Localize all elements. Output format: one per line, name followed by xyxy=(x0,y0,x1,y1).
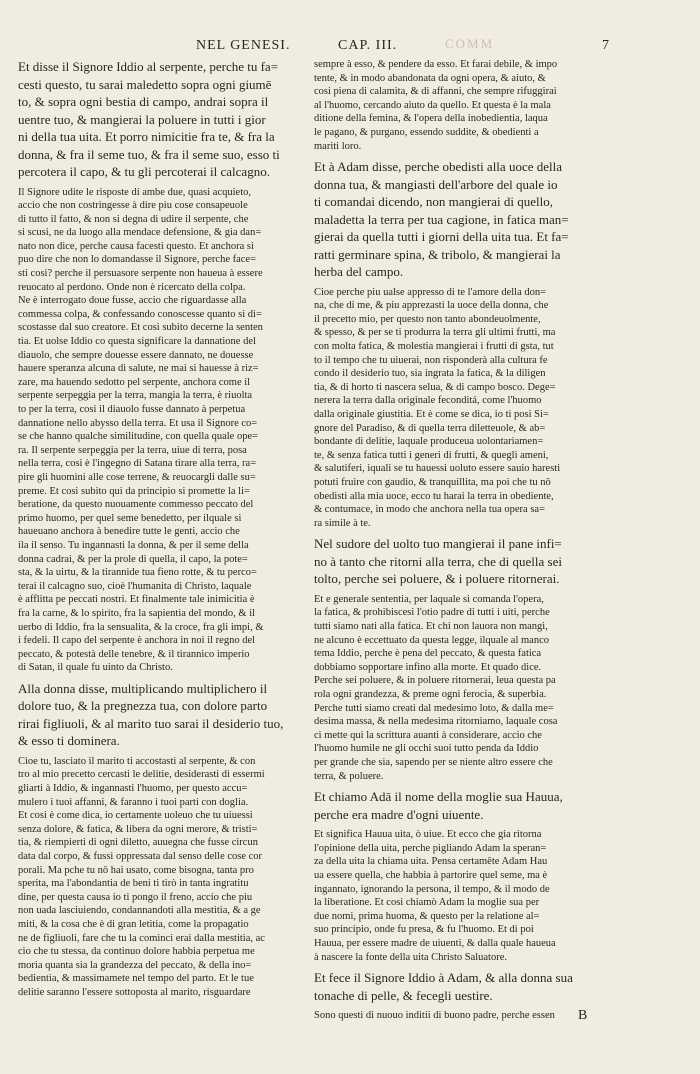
text-line: dannatione nello abysso della terra. Et usa il Signore co= xyxy=(18,417,258,429)
text-line: condo il desiderio tuo, sia ingrata la fatica, & la diligen xyxy=(314,368,546,380)
text-line: diauolo, che sempre douesse essere dannato, ne douesse xyxy=(18,349,254,361)
text-line: ne alcuno è eccettuato da questa legge, ilquale al manco xyxy=(314,634,549,646)
text-line: le pagano, & purgano, essendo suddite, & obedienti a xyxy=(314,126,539,138)
text-line: l'huomo humile ne gli occhi suoi tutto penda da Iddio xyxy=(314,743,539,755)
text-line: è afflitta pe peccati nostri. Et finalmente tale inimicitia è xyxy=(18,594,255,606)
text-line: & spesso, & per se ti produrra la terra gli ultimi frutti, ma xyxy=(314,327,556,339)
text-line: di tutto il fatto, & non si degna di udire il serpente, che xyxy=(18,213,249,225)
text-line: mariti loro. xyxy=(314,140,362,152)
text-line: Et chiamo Adā il nome della moglie sua Hauua, xyxy=(314,789,563,805)
text-line: la fatica, & prohibiscesi l'otio padre di tutti i uiti, perche xyxy=(314,607,550,619)
text-line: Nel sudore del uolto tuo mangierai il pane infi= xyxy=(314,536,562,552)
text-line: ni della tua uita. Et porro nimicitie fra te, & fra la xyxy=(18,129,275,144)
text-line: Perche sei poluere, & in poluere ritornerai, leua questa pa xyxy=(314,675,556,687)
text-line: Ne è interrogato doue fusse, accio che riguardasse alla xyxy=(18,295,247,307)
text-line: nella terra, cosi è l'ingegno di Satana tirare alla terra, ra= xyxy=(18,458,257,470)
text-line: donna tua, & mangiasti dell'arbore del quale io xyxy=(314,176,558,192)
scripture-verse xyxy=(314,535,604,588)
text-line: terai il calcagno suo, cioè l'humanita di Christo, laquale xyxy=(18,580,252,592)
text-line: se che hanno qualche similitudine, con quella quale ope= xyxy=(18,431,259,443)
text-line: primo huomo, per quel seme benedetto, per ilquale si xyxy=(18,512,242,524)
text-line: rola ogni grandezza, & preme ogni ferocia, & superbia. xyxy=(314,689,547,700)
text-line: no à tanto che ritorni alla terra, che di quella sei xyxy=(314,553,562,569)
text-line: ra simile à te. xyxy=(314,517,371,529)
scripture-verse xyxy=(18,680,308,750)
text-line: ditione della femina, & l'opera della inobedientia, laqua xyxy=(314,113,548,125)
text-line: tema Iddio, perche è pena del peccato, & questa fatica xyxy=(314,648,542,660)
text-line: dine, per questa causa io ti pongo il freno, accio che piu xyxy=(18,891,253,903)
text-line: bedientia, & massimamete nel tempo del parto. Et le tue xyxy=(18,973,254,985)
commentary-paragraph xyxy=(314,1009,604,1023)
commentary-paragraph xyxy=(314,58,604,153)
text-line: Alla donna disse, multiplicando multiplichero il xyxy=(18,680,268,696)
scripture-verse xyxy=(314,969,604,1004)
text-line: serpente serpeggia per la terra, mangia la terra, è riuolta xyxy=(18,390,253,402)
text-line: desima massa, & nella medesima ritorniamo, laquale cosa xyxy=(314,716,558,728)
text-line: potuti fruire con gaudio, & tranquillita, ma poi che tu nō xyxy=(314,476,551,488)
text-line: al l'huomo, cercando aiuto da quello. Et questa è la mala xyxy=(314,99,551,111)
scripture-verse xyxy=(314,158,604,281)
text-line: haueuano anchora à benedire tutte le genti, accio che xyxy=(18,526,240,538)
text-line: nerera la terra dalla originale feconditá, come l'huomo xyxy=(314,395,542,407)
text-line: sempre à esso, & pendere da esso. Et farai debile, & impo xyxy=(314,59,558,70)
text-line: Cioe perche piu ualse appresso di te l'amore della don= xyxy=(314,286,547,298)
text-line: Et disse il Signore Iddio al serpente, perche tu fa= xyxy=(18,59,279,74)
text-line: tia, & riempierti di ogni diletto, auuegna che fusse circun xyxy=(18,837,258,849)
text-line: à nascere la fonte della uita Christo Saluatore. xyxy=(314,951,508,963)
text-line: tolto, perche sei poluere, & i poluere ritornerai. xyxy=(314,571,560,587)
text-line: puo dire che non lo domandasse il Signore, perche face= xyxy=(18,254,257,266)
text-line: terra, & poluere. xyxy=(314,770,384,782)
text-line: gnore del Paradiso, & di quella terra diletteuole, & ab= xyxy=(314,422,546,434)
text-line: senza dolore, & fatica, & libera da ogni merore, & tristi= xyxy=(18,823,258,835)
text-line: mulero i tuoi affanni, & faranno i tuoi parti con doglia. xyxy=(18,796,249,808)
left-text-column xyxy=(18,58,308,1005)
text-line: tutti siamo nati alla fatica. Et chi non lauora non mangi, xyxy=(314,621,548,633)
text-line: Il Signore udite le risposte di ambe due, quasi acquieto, xyxy=(18,186,251,198)
text-line: l'opinione della uita, perche pigliando Adam la speran= xyxy=(314,842,547,854)
text-line: per grande che sia, sapendo per se niente altro essere che xyxy=(314,756,553,768)
text-line: donna cadrai, & per la prole di quella, il capo, la pote= xyxy=(18,553,248,565)
text-line: scostasse dal suo creatore. Et cosi subito decerne la senten xyxy=(18,322,263,334)
text-line: moria quanta sia la grandezza del peccato, & della ino= xyxy=(18,959,252,971)
text-line: di Satan, il quale fu uinto da Christo. xyxy=(18,662,173,674)
text-line: Hauua, per essere madre de uiuenti, & dalla quale haueua xyxy=(314,937,556,949)
text-line: suo principio, onde fu presa, & fu l'huomo. Et di poi xyxy=(314,924,534,936)
text-line: cesti questo, tu sarai maledetto sopra ogni giumē xyxy=(18,76,272,92)
text-line: nato non dice, perche causa facesti questo. Et anchora si xyxy=(18,240,254,252)
text-line: preme. Et cosi subito qui da principio si promette la li= xyxy=(18,485,250,497)
text-line: Et à Adam disse, perche obedisti alla uoce della xyxy=(314,159,562,175)
text-line: & esso ti dominera. xyxy=(18,733,120,749)
commentary-paragraph xyxy=(18,755,308,1000)
text-line: percotera il capo, & tu gli percoterai il calcagno. xyxy=(18,164,270,179)
text-line: sti cosi? perche il persuasore serpente non haueua à essere xyxy=(18,268,263,280)
text-line: ua essere quella, che habbia à partorire quel seme, ma è xyxy=(314,869,548,881)
text-line: donna, & fra il seme tuo, & fra il seme suo, esso ti xyxy=(18,146,280,162)
text-line: sperita, ma l'abondantia de beni ti tirò in tanta ingratitu xyxy=(18,878,249,890)
text-line: tia. Et uolse Iddio co questa significare la dannatione del xyxy=(18,336,256,348)
text-line: porali. Ma pche tu nō hai usato, come bisogna, tanta pro xyxy=(18,864,254,876)
text-line: to il tempo che tu uiuerai, non risponderà alla cultura fe xyxy=(314,354,548,366)
text-line: te, & senza fatica tutti i generi di frutti, & quegli ameni, xyxy=(314,449,549,461)
right-text-column xyxy=(314,58,604,1028)
running-header xyxy=(18,38,682,56)
text-line: Sono questi di nuouo inditii di buono padre, perche essen xyxy=(314,1010,555,1022)
text-line: delitie saranno l'essere sottoposta al marito, risguardare xyxy=(18,986,251,998)
text-line: i fedeli. Il capo del serpente è anchora in noi il regno del xyxy=(18,635,256,647)
chapter-label: CAP. III. xyxy=(338,38,398,53)
text-line: na, che di me, & piu apprezasti la uoce della donna, che xyxy=(314,300,549,312)
text-line: Et fece il Signore Iddio à Adam, & alla donna sua xyxy=(314,970,573,986)
text-line: dobbiamo sopportare infino alla morte. Et quado dice. xyxy=(314,661,542,673)
text-line: ratti germinare spina, & tribolo, & mangierai la xyxy=(314,246,561,262)
scripture-verse xyxy=(18,58,308,181)
folio-number: 7 xyxy=(602,38,610,53)
text-line: beratione, da questo nuouamente commesso peccato del xyxy=(18,499,254,511)
text-line: gliarti à Iddio, & ingannasti l'huomo, per questo accu= xyxy=(18,783,248,795)
text-line: zare, ma hauendo sedotto pel serpente, anchora come il xyxy=(18,376,251,388)
text-line: non uada lasciuiendo, condannandoti alla mestitia, & a ge xyxy=(18,905,261,917)
commentary-paragraph xyxy=(18,186,308,675)
text-line: due nomi, prima huoma, & questo per la relatione al= xyxy=(314,910,540,922)
text-line: rirai figliuoli, & al marito tuo sarai il desiderio tuo, xyxy=(18,715,284,731)
text-line: cosi piena di calamita, & di affanni, che sempre rifuggirai xyxy=(314,86,557,98)
text-line: Et significa Hauua uita, ò uiue. Et ecco che gia ritorna xyxy=(314,829,542,841)
text-line: tro al mio precetto cercasti le delitie, desiderasti di essermi xyxy=(18,769,265,781)
text-line: gierai da quella tutti i giorni della uita tua. Et fa= xyxy=(314,229,569,245)
commentary-paragraph xyxy=(314,593,604,783)
text-line: to, & sopra ogni bestia di campo, andrai sopra il xyxy=(18,94,269,109)
text-line: ingannato, ignorando la persona, il tempo, & il modo de xyxy=(314,883,550,895)
text-line: hauere speranza alcuna di salute, ne mai si hauesse à riz= xyxy=(18,363,259,375)
commentary-paragraph xyxy=(314,286,604,531)
text-line: tia, & di horto ti nascera selua, & di campo bosco. Dege= xyxy=(314,381,556,393)
text-line: uerbo di Iddio, fra la sensualita, & la croce, fra gli impi, & xyxy=(18,621,264,633)
text-line: cio che tu stessa, da continuo dolore habbia perpetua me xyxy=(18,946,255,958)
text-line: fra la carne, & lo spirito, fra la sapientia del mondo, & il xyxy=(18,607,256,619)
text-line: ila il senso. Tu ingannasti la donna, & per il seme della xyxy=(18,539,249,551)
signature-mark: B xyxy=(578,1008,588,1023)
text-line: maladetta la terra per tua cagione, in fatica man= xyxy=(314,211,569,227)
text-line: accio che non costringesse à dire piu cose consapeuole xyxy=(18,200,248,212)
text-line: Et e generale sententia, per laquale si comanda l'opera, xyxy=(314,593,544,605)
text-line: Et cosi è come dica, io certamente uoleuo che tu uiuessi xyxy=(18,810,253,822)
text-line: ci mette qui la scrittura auanti à considerare, accio che xyxy=(314,729,542,741)
text-line: con molta fatica, & molestia mangierai i frutti di gsta, tut xyxy=(314,341,554,353)
text-line: dolore tuo, & la pregnezza tua, con dolore parto xyxy=(18,698,268,714)
text-line: commessa colpa, & confessando conoscesse quanto si di= xyxy=(18,308,262,320)
text-line: reuocato al perdono. Onde non è ricercato della colpa. xyxy=(18,281,246,293)
text-line: si scusi, ne da luogo alla mendace defensione, & gia dan= xyxy=(18,227,262,239)
text-line: il precetto mio, per questo non tanto abondeuolmente, xyxy=(314,313,541,325)
text-line: perche era madre d'ogni uiuente. xyxy=(314,806,484,822)
text-line: tonache di pelle, & fecegli uestire. xyxy=(314,987,493,1003)
text-line: herba del campo. xyxy=(314,264,404,280)
text-line: ti comandai dicendo, non mangierai di quello, xyxy=(314,194,553,210)
text-line: obedisti alla mia uoce, ecco tu harai la terra in obediente, xyxy=(314,490,554,502)
text-line: tente, & in modo abandonata da ogni opera, & aiuto, & xyxy=(314,72,546,84)
text-line: Perche tutti siamo creati dal medesimo loto, & dalla me= xyxy=(314,702,554,714)
text-line: ne de figliuoli, fare che tu la cominci erai dalla mestitia, ac xyxy=(18,932,265,944)
text-line: miti, & la cosa che è di gran letitia, come la propagatio xyxy=(18,919,249,930)
running-title: NEL GENESI. xyxy=(196,38,291,53)
text-line: peccato, & potestà delle tenebre, & il tirannico imperio xyxy=(18,648,250,660)
scripture-verse xyxy=(314,788,604,823)
text-line: & salutiferi, iquali se tu hauessi uoluto essere sauio haresti xyxy=(314,463,561,475)
text-line: ra. Il serpente serpeggia per la terra, uiue di terra, posa xyxy=(18,444,247,456)
text-line: bondante di delitie, laquale produceua uolontariamen= xyxy=(314,436,544,448)
text-line: za della uita la chiama uita. Pensa certamēte Adam Hau xyxy=(314,856,548,868)
text-line: & contumace, in modo che anchora nella tua opera sa= xyxy=(314,504,545,516)
text-line: data dal corpo, & fussi oppressata dal senso delle cose cor xyxy=(18,851,263,863)
text-line: to per la terra, cosi il diauolo fusse dannato à perpetua xyxy=(18,404,246,415)
text-line: sta, & la uirtu, & la tirannide tua fieno rotte, & tu perco= xyxy=(18,567,257,579)
text-line: uentre tuo, & mangierai la poluere in tutti i gior xyxy=(18,111,266,127)
text-line: dalla originale giustitia. Et è come se dica, io ti posi Si= xyxy=(314,409,549,420)
text-line: pire gli huomini alle cose terrene, & reuocargli dalle su= xyxy=(18,471,256,483)
commentary-paragraph xyxy=(314,828,604,964)
text-line: la liberatione. Et cosi chiamò Adam la moglie sua per xyxy=(314,897,540,909)
text-line: Cioe tu, lasciato il marito ti accostasti al serpente, & con xyxy=(18,755,256,767)
bleed-through-text: COMM xyxy=(445,36,495,51)
